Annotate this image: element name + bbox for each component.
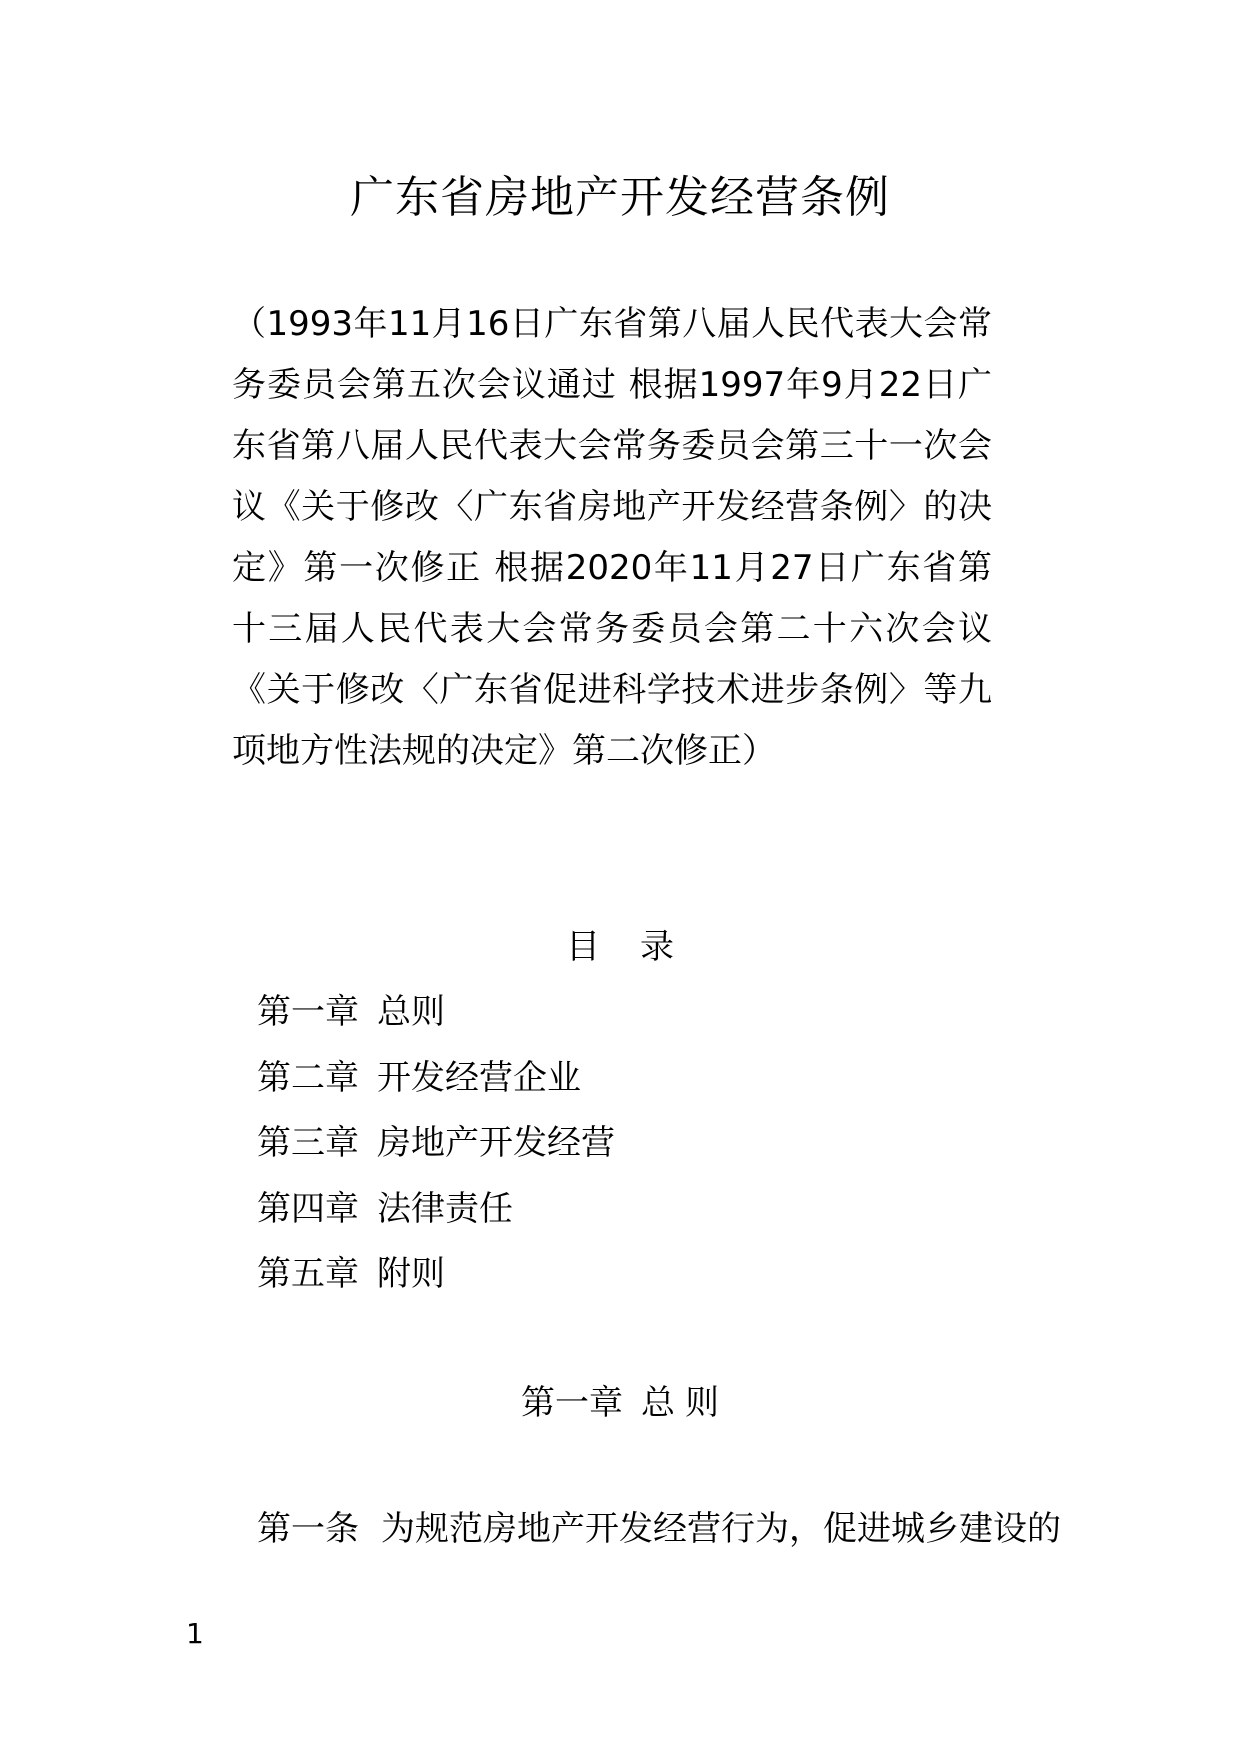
toc-chapter-name: 房地产开发经营 <box>377 1123 615 1163</box>
toc-chapter-number: 第三章 <box>257 1123 359 1163</box>
toc-heading-right: 录 <box>640 927 674 967</box>
toc-chapter-name: 开发经营企业 <box>377 1057 581 1098</box>
article-number: 第一条 <box>257 1509 359 1549</box>
history-line: 项地方性法规的决定》第二次修正） <box>232 731 776 771</box>
toc-heading-left: 目 <box>566 927 600 967</box>
toc-chapter-number: 第五章 <box>257 1254 359 1294</box>
history-line: 务委员会第五次会议通过 根据1997年9月22日广 <box>232 365 992 405</box>
history-line: 《关于修改〈广东省促进科学技术进步条例〉等九 <box>232 670 992 710</box>
toc-chapter-name: 总则 <box>377 992 445 1032</box>
history-line: 十三届人民代表大会常务委员会第二十六次会议 <box>232 609 992 649</box>
table-of-contents <box>257 980 615 1308</box>
toc-chapter-number: 第一章 <box>257 992 359 1032</box>
history-line: 东省第八届人民代表大会常务委员会第三十一次会 <box>232 426 992 466</box>
article-paragraph <box>257 1504 1061 1554</box>
page-number: 1 <box>186 1617 204 1650</box>
chapter-number: 第一章 <box>521 1383 623 1423</box>
history-line: 定》第一次修正 根据2020年11月27日广东省第 <box>232 548 992 588</box>
toc-chapter-name: 附则 <box>377 1254 445 1294</box>
chapter-heading <box>0 1378 1240 1428</box>
legislative-history <box>232 294 992 782</box>
history-line: 议《关于修改〈广东省房地产开发经营条例〉的决 <box>232 487 992 527</box>
article-text: 为规范房地产开发经营行为，促进城乡建设的 <box>381 1509 1061 1549</box>
toc-chapter-name: 法律责任 <box>377 1188 513 1229</box>
document-title: 广东省房地产开发经营条例 <box>350 172 890 223</box>
history-line: （1993年11月16日广东省第八届人民代表大会常 <box>232 304 992 344</box>
toc-item[interactable] <box>257 1111 615 1177</box>
toc-item[interactable] <box>257 980 615 1046</box>
toc-item[interactable] <box>257 1046 615 1112</box>
toc-item[interactable] <box>257 1242 615 1308</box>
toc-heading <box>0 922 1240 972</box>
toc-chapter-number: 第四章 <box>257 1188 359 1229</box>
chapter-name-part: 总 <box>641 1383 675 1423</box>
toc-chapter-number: 第二章 <box>257 1057 359 1098</box>
chapter-name-part: 则 <box>685 1383 719 1423</box>
toc-item[interactable] <box>257 1177 615 1243</box>
